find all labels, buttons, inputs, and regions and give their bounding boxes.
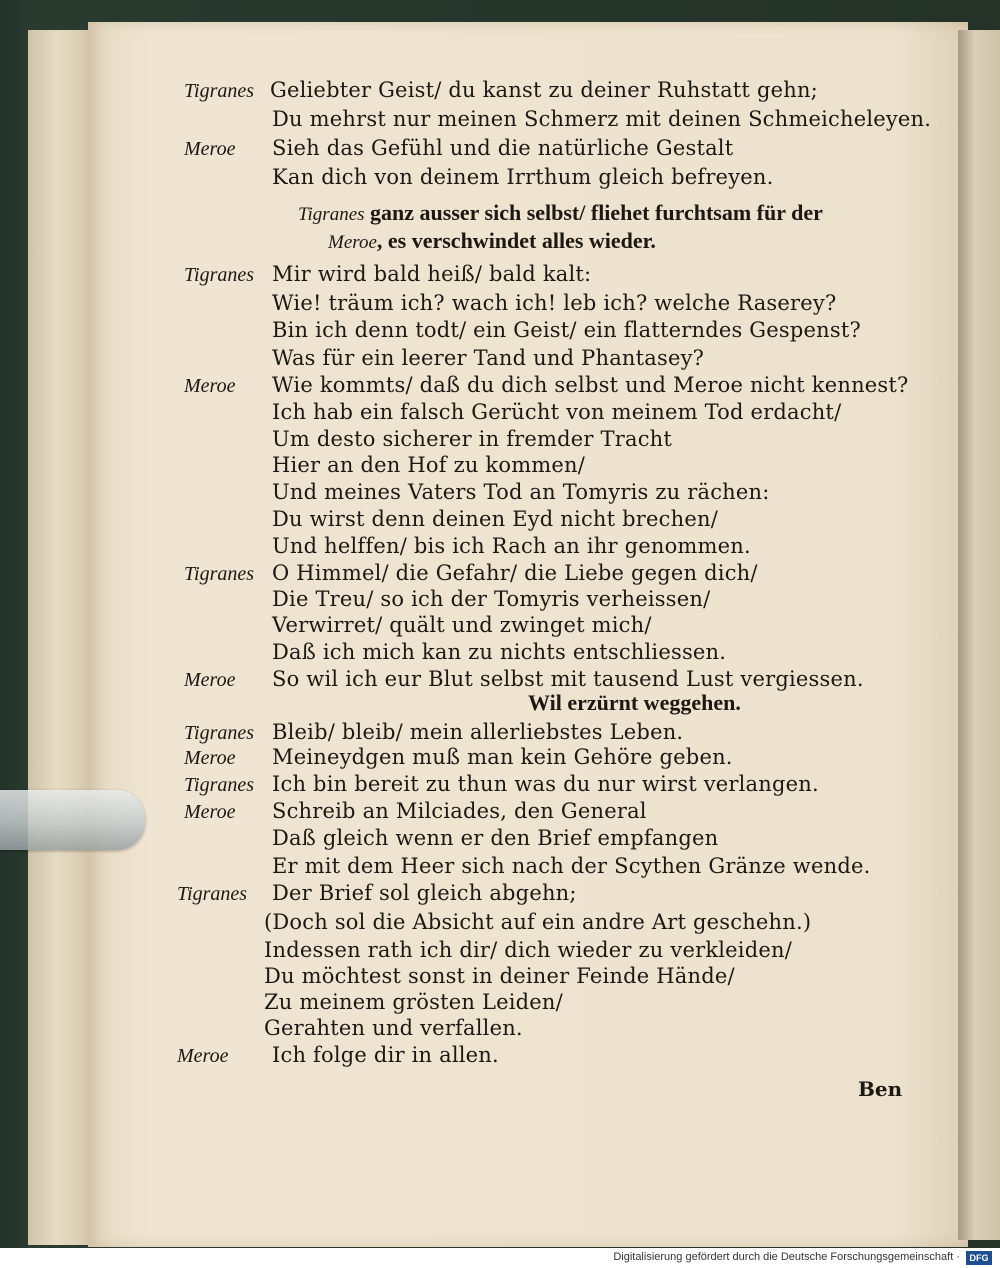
verse-line: Wie kommts/ daß du dich selbst und Meroe nicht kennest? bbox=[272, 373, 909, 397]
verse-line: Hier an den Hof zu kommen/ bbox=[272, 453, 586, 477]
verse-line: Der Brief sol gleich abgehn; bbox=[272, 881, 577, 905]
verse-line: Was für ein leerer Tand und Phantasey? bbox=[272, 346, 705, 370]
dfg-logo-icon: DFG bbox=[966, 1251, 992, 1265]
verse-line: Die Treu/ so ich der Tomyris verheissen/ bbox=[272, 587, 711, 611]
verse-line: Daß gleich wenn er den Brief empfangen bbox=[272, 826, 719, 850]
verse-line: Bin ich denn todt/ ein Geist/ ein flatterndes Gespenst? bbox=[272, 318, 861, 342]
speaker-label: Meroe bbox=[177, 1045, 229, 1067]
verse-line: Indessen rath ich dir/ dich wieder zu verkleiden/ bbox=[264, 938, 792, 962]
speaker-label: Tigranes bbox=[184, 264, 255, 286]
stage-direction-1a: Tigranes ganz ausser sich selbst/ fliehet furchtsam für der bbox=[298, 200, 823, 225]
verse-line: Sieh das Gefühl und die natürliche Gestalt bbox=[272, 136, 734, 160]
stage-direction-1b: Meroe, es verschwindet alles wieder. bbox=[328, 228, 656, 253]
verse-line: Meineydgen muß man kein Gehöre geben. bbox=[272, 745, 733, 769]
speaker-label: Tigranes bbox=[184, 774, 255, 796]
speaker-label: Tigranes bbox=[177, 883, 248, 905]
verse-line: Wie! träum ich? wach ich! leb ich? welche Raserey? bbox=[272, 291, 837, 315]
verse-line: Kan dich von deinem Irrthum gleich befreyen. bbox=[272, 165, 774, 189]
speaker-label: Meroe bbox=[184, 669, 236, 691]
verse-line: Daß ich mich kan zu nichts entschliessen. bbox=[272, 640, 727, 664]
speaker-label: Meroe bbox=[184, 801, 236, 823]
verse-line: Du möchtest sonst in deiner Feinde Hände/ bbox=[264, 964, 735, 988]
verse-line: Ich folge dir in allen. bbox=[272, 1043, 499, 1067]
verse-line: Mir wird bald heiß/ bald kalt: bbox=[272, 262, 592, 286]
verse-line: Ich bin bereit zu thun was du nur wirst verlangen. bbox=[272, 772, 819, 796]
verse-line: Ich hab ein falsch Gerücht von meinem Tod erdacht/ bbox=[272, 400, 842, 424]
speaker-label: Tigranes bbox=[184, 722, 255, 744]
verse-line: Um desto sicherer in fremder Tracht bbox=[272, 427, 673, 451]
verse-line: Verwirret/ quält und zwinget mich/ bbox=[272, 613, 652, 637]
verse-line: Gerahten und verfallen. bbox=[264, 1016, 523, 1040]
page-clip bbox=[0, 790, 145, 850]
verse-line: Schreib an Milciades, den General bbox=[272, 799, 647, 823]
verse-line: Er mit dem Heer sich nach der Scythen Gränze wende. bbox=[272, 854, 871, 878]
verse-line: Zu meinem grösten Leiden/ bbox=[264, 990, 563, 1014]
speaker-label: Meroe bbox=[184, 138, 236, 160]
speaker-label: Meroe bbox=[184, 375, 236, 397]
verse-line: Du mehrst nur meinen Schmerz mit deinen Schmeicheleyen. bbox=[272, 107, 932, 131]
verse-line: Du wirst denn deinen Eyd nicht brechen/ bbox=[272, 507, 718, 531]
verse-line: Bleib/ bleib/ mein allerliebstes Leben. bbox=[272, 720, 684, 744]
verse-line: Und meines Vaters Tod an Tomyris zu rächen: bbox=[272, 480, 770, 504]
speaker-label: Tigranes bbox=[184, 80, 255, 102]
verse-line: So wil ich eur Blut selbst mit tausend Lust vergiessen. bbox=[272, 667, 864, 691]
verse-line: (Doch sol die Absicht auf ein andre Art geschehn.) bbox=[264, 910, 812, 934]
speaker-label: Meroe bbox=[184, 747, 236, 769]
facing-page-edge bbox=[958, 30, 1000, 1240]
speaker-label: Tigranes bbox=[184, 563, 255, 585]
verse-line: Geliebter Geist/ du kanst zu deiner Ruhstatt gehn; bbox=[270, 78, 818, 102]
catchword: Ben bbox=[858, 1077, 903, 1101]
footer-credit: Digitalisierung gefördert durch die Deutsche Forschungsgemeinschaft · bbox=[613, 1251, 960, 1263]
stage-direction-2: Wil erzürnt weggehen. bbox=[528, 690, 741, 715]
verse-line: Und helffen/ bis ich Rach an ihr genommen. bbox=[272, 534, 751, 558]
verse-line: O Himmel/ die Gefahr/ die Liebe gegen dich/ bbox=[272, 561, 758, 585]
